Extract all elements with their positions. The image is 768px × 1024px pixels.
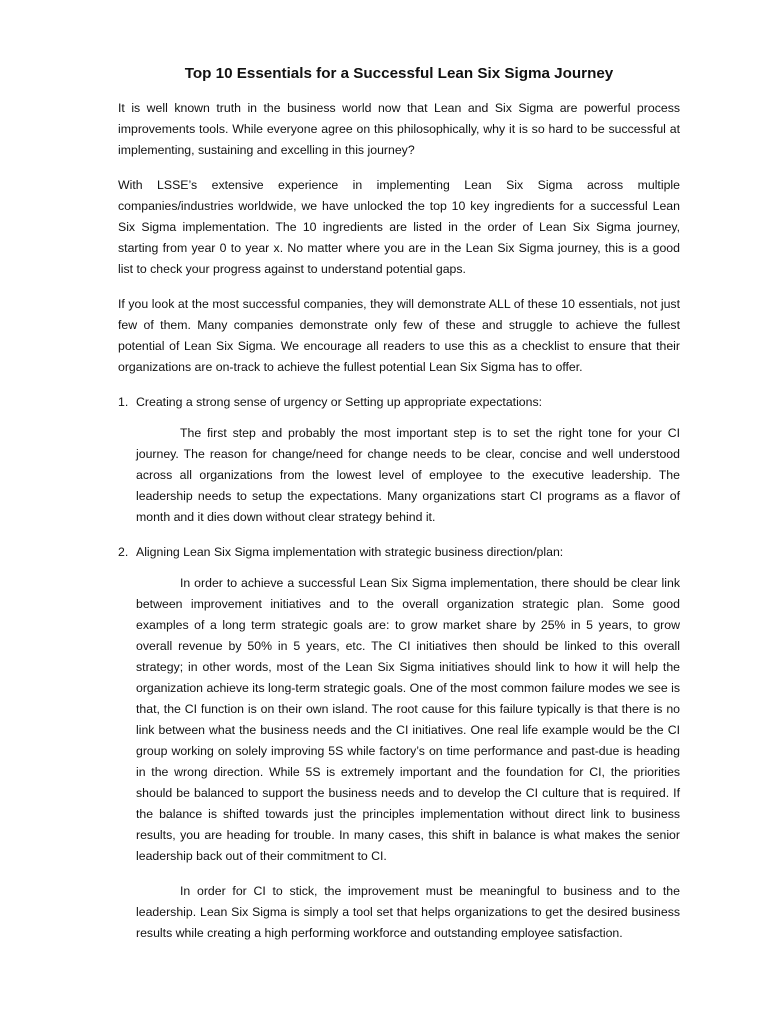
list-item-number: 2.: [118, 545, 129, 559]
page-title: Top 10 Essentials for a Successful Lean Six Sigma Journey: [184, 65, 614, 82]
list-item-heading: [118, 392, 680, 413]
list-item-1: [118, 392, 680, 528]
intro-paragraph-1: It is well known truth in the business world now that Lean and Six Sigma are powerful process improvements tools. While everyone agree on this philosophically, why it is so hard to be successful at implementing, sustaining and excelling in this journey?: [118, 101, 680, 157]
intro-paragraph-2: With LSSE’s extensive experience in implementing Lean Six Sigma across multiple companies/industries worldwide, we have unlocked the top 10 key ingredients for a successful Lean Six Sigma implementation. The 10 ingredients are listed in the order of Lean Six Sigma journey, starting from year 0 to year x. No matter where you are in the Lean Six Sigma journey, this is a good list to check your progress against to understand potential gaps.: [118, 178, 680, 276]
list-item-paragraph: In order to achieve a successful Lean Six Sigma implementation, there should be clear link between improvement initiatives and to the overall organization strategic plan. Some good examples of a long term strategic goals are: to grow market share by 25% in 5 years, to grow overall revenue by 50% in 5 years, etc. The CI initiatives then should be linked to this overall strategy; in other words, most of the Lean Six Sigma initiatives should link to how it will help the organization achieve its long-term strategic goals. One of the most common failure modes we see is that, the CI function is on their own island. The root cause for this failure typically is that there is no link between what the business needs and the CI initiatives. One real life example would be the CI group working on solely improving 5S while factory’s on time performance and past-due is heading in the wrong direction. While 5S is extremely important and the foundation for CI, the priorities should be balanced to support the business needs and to develop the CI culture that is required. If the balance is shifted towards just the principles implementation without direct link to business results, you are heading for trouble. In many cases, this shift in balance is what makes the senior leadership back out of their commitment to CI.: [136, 576, 680, 863]
list-item-number: 1.: [118, 395, 129, 409]
list-item-paragraph: The first step and probably the most important step is to set the right tone for your CI journey. The reason for change/need for change needs to be clear, concise and well understood across all organizations from the lowest level of employee to the executive leadership. The leadership needs to setup the expectations. Many organizations start CI programs as a flavor of month and it dies down without clear strategy behind it.: [136, 426, 680, 524]
list-item-2: [118, 542, 680, 944]
intro-paragraph-3: If you look at the most successful companies, they will demonstrate ALL of these 10 essentials, not just few of them. Many companies demonstrate only few of these and struggle to achieve the fullest potential of Lean Six Sigma. We encourage all readers to use this as a checklist to ensure that their organizations are on-track to achieve the fullest potential Lean Six Sigma has to offer.: [118, 297, 680, 374]
list-item-heading: [118, 542, 680, 563]
list-item-paragraph: In order for CI to stick, the improvement must be meaningful to business and to the leadership. Lean Six Sigma is simply a tool set that helps organizations to get the desired business results while creating a high performing workforce and outstanding employee satisfaction.: [136, 884, 680, 940]
list-item-title: Creating a strong sense of urgency or Setting up appropriate expectations:: [136, 395, 543, 409]
list-item-title: Aligning Lean Six Sigma implementation with strategic business direction/plan:: [136, 545, 564, 559]
